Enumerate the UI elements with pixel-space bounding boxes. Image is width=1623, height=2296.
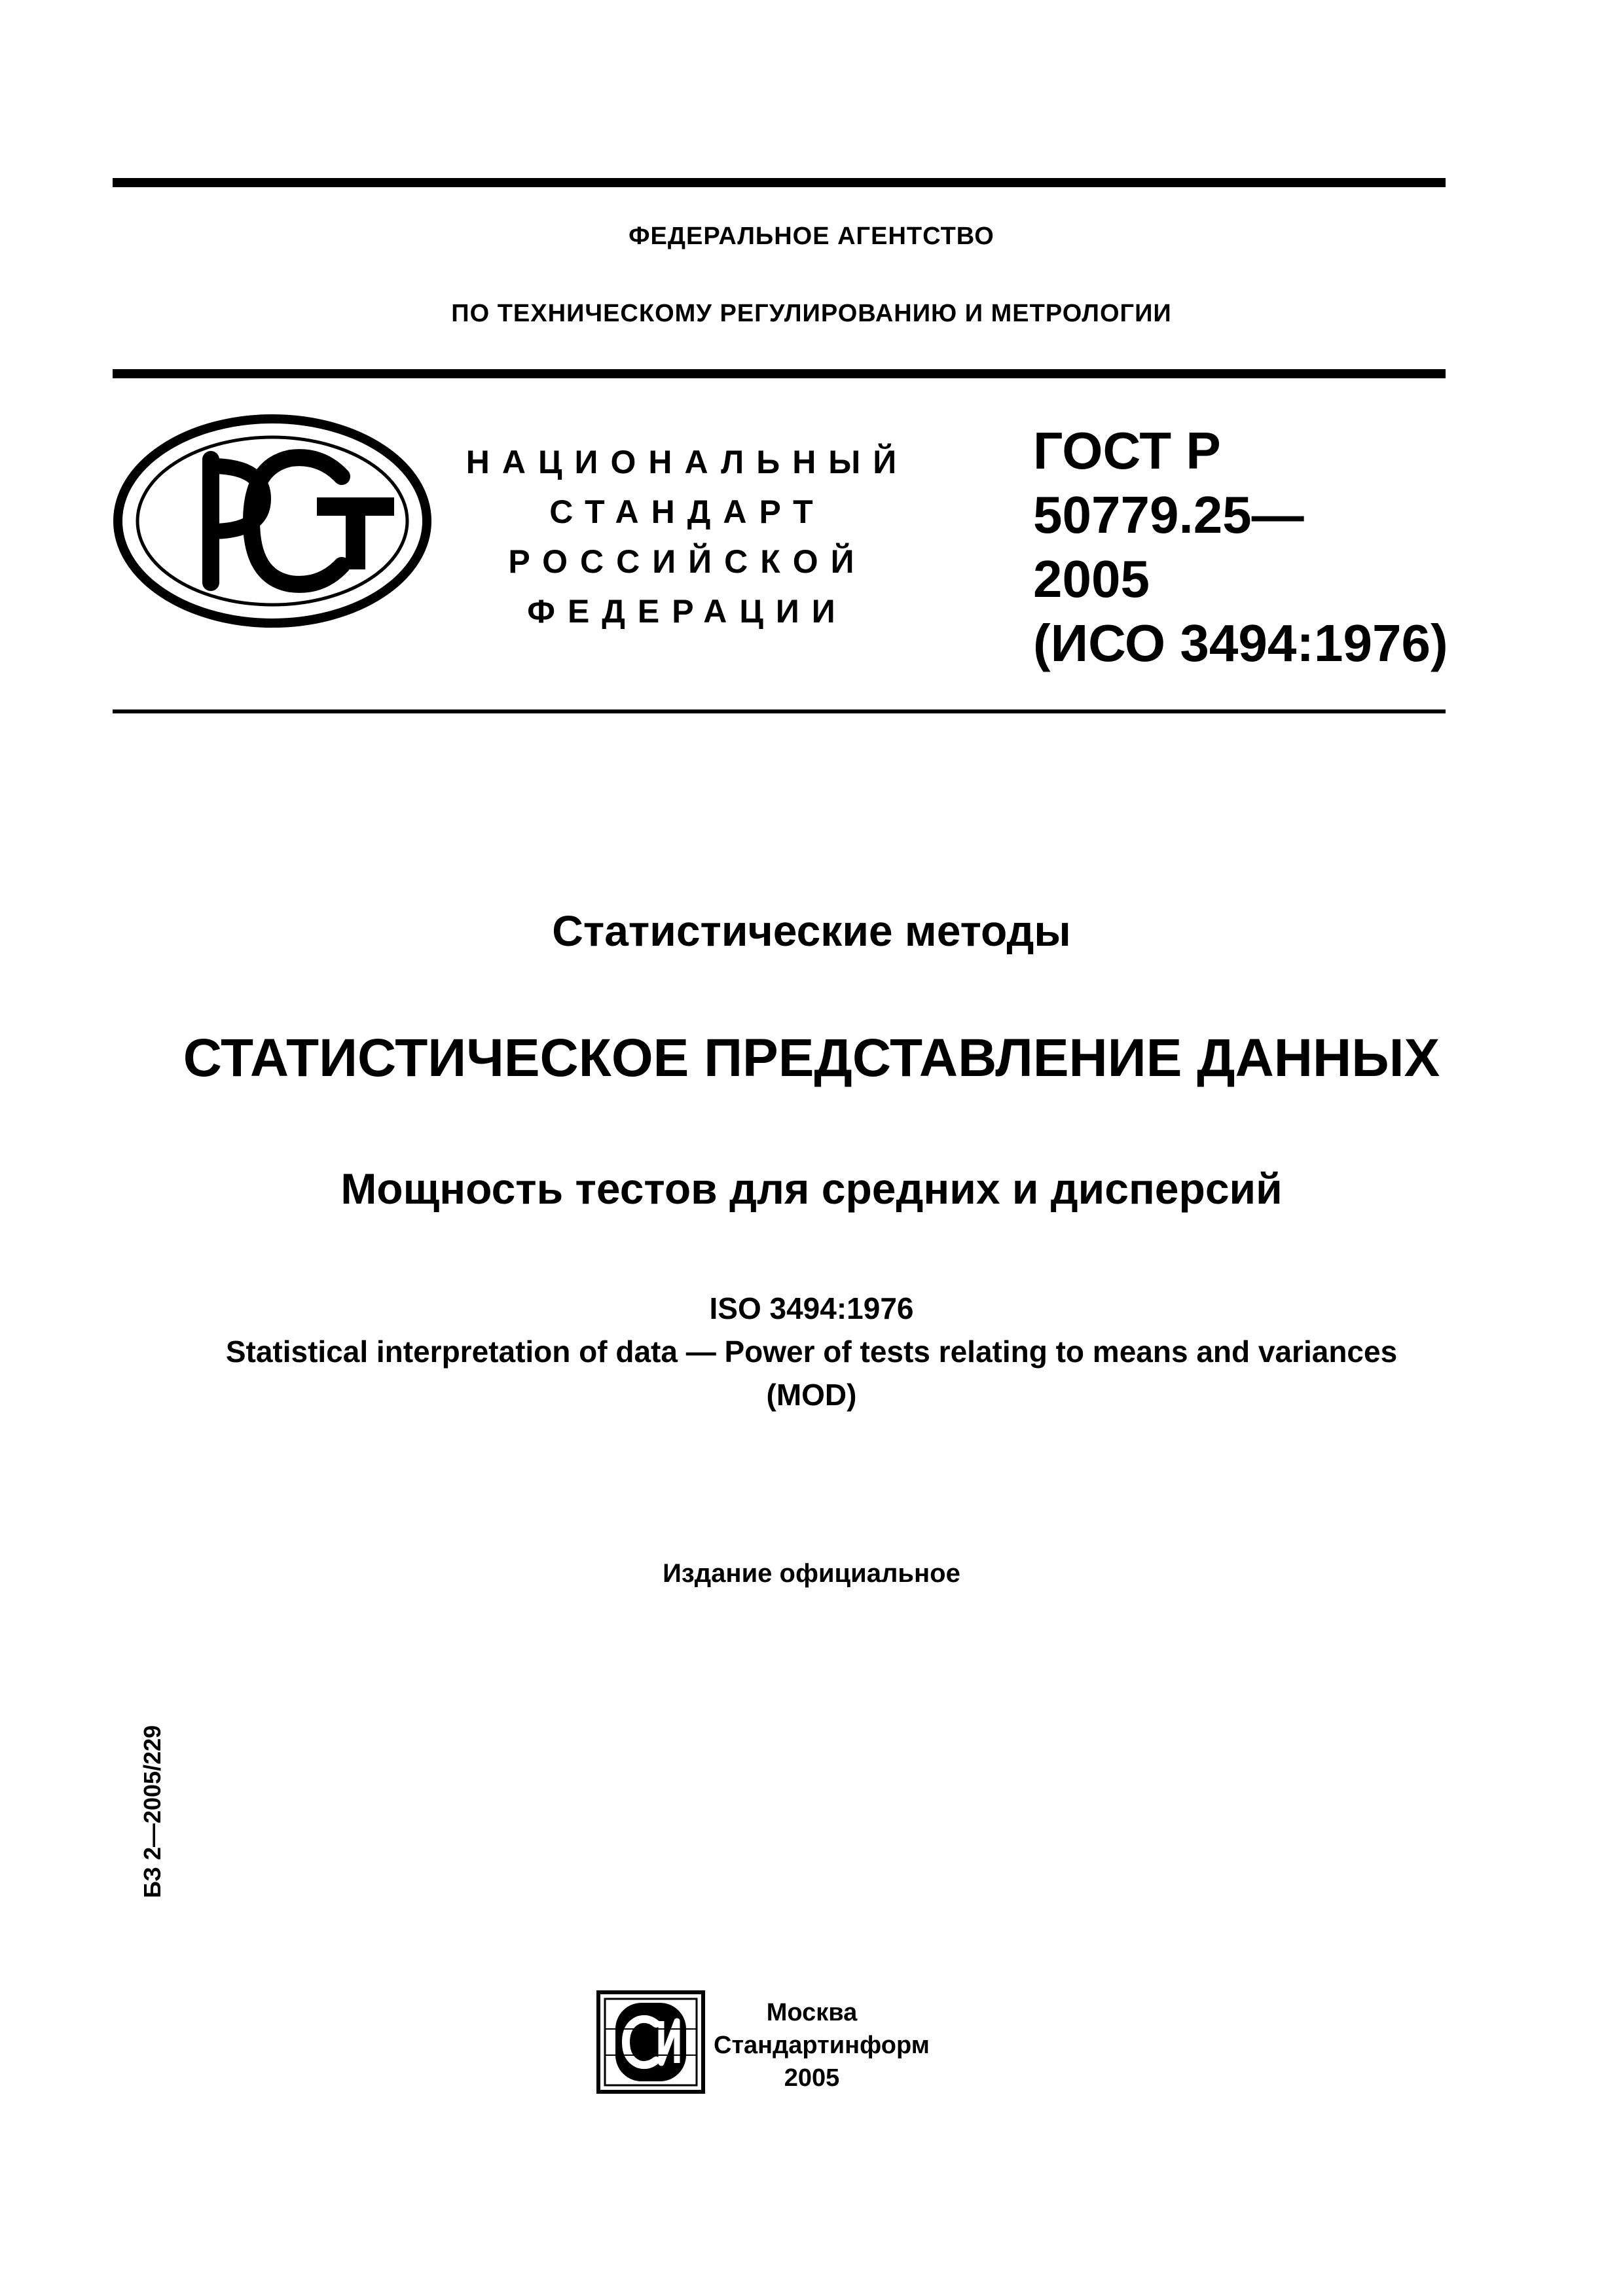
standartinform-logo xyxy=(596,1990,706,2094)
title-series: Статистические методы xyxy=(552,906,1071,955)
gost-rst-logo xyxy=(113,414,432,628)
standard-type xyxy=(458,437,917,636)
publisher-name: Стандартинформ xyxy=(714,2032,930,2059)
agency-bottom-rule xyxy=(113,369,1446,378)
iso-number: ISO 3494:1976 xyxy=(709,1291,914,1325)
header-bottom-rule xyxy=(113,709,1446,713)
publisher-year: 2005 xyxy=(784,2064,840,2092)
designation-line-3: 2005 xyxy=(1033,550,1150,608)
agency-line-1: ФЕДЕРАЛЬНОЕ АГЕНТСТВО xyxy=(629,223,994,250)
standard-type-line-3: РОССИЙСКОЙ xyxy=(508,543,867,580)
publisher-info xyxy=(714,1996,930,2094)
top-rule xyxy=(113,178,1446,187)
iso-reference xyxy=(0,1287,1623,1416)
title-main: СТАТИСТИЧЕСКОЕ ПРЕДСТАВЛЕНИЕ ДАННЫХ xyxy=(183,1028,1440,1088)
side-code: БЗ 2—2005/229 xyxy=(139,1725,166,1898)
iso-modification: (MOD) xyxy=(766,1378,857,1412)
standard-type-line-2: СТАНДАРТ xyxy=(549,493,826,530)
standard-designation xyxy=(1033,419,1448,675)
publisher-city: Москва xyxy=(766,1999,858,2026)
standard-type-line-1: НАЦИОНАЛЬНЫЙ xyxy=(465,444,909,480)
designation-line-1: ГОСТ Р xyxy=(1033,422,1221,480)
iso-title: Statistical interpretation of data — Power of tests relating to means and variances xyxy=(225,1335,1398,1369)
title-sub: Мощность тестов для средних и дисперсий xyxy=(340,1164,1283,1213)
designation-line-2: 50779.25— xyxy=(1033,486,1304,544)
agency-line-2: ПО ТЕХНИЧЕСКОМУ РЕГУЛИРОВАНИЮ И МЕТРОЛОГИИ xyxy=(451,300,1172,327)
edition-label: Издание официальное xyxy=(663,1559,960,1588)
standard-type-line-4: ФЕДЕРАЦИИ xyxy=(527,593,848,630)
designation-line-4: (ИСО 3494:1976) xyxy=(1033,614,1448,672)
